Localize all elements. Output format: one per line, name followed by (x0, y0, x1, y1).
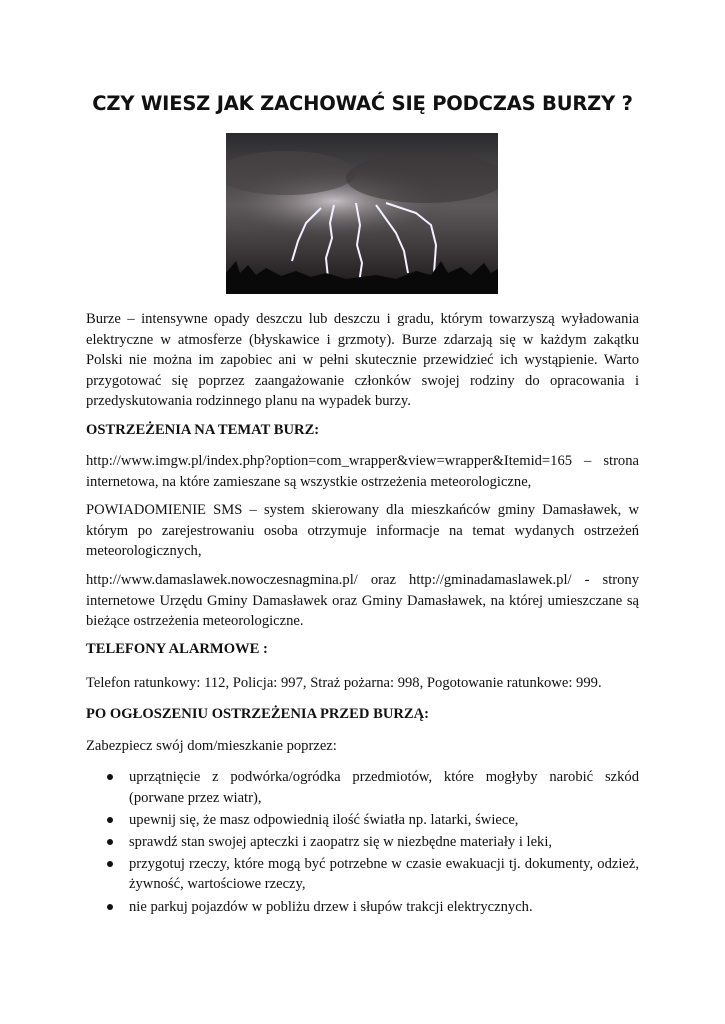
websites-warning-paragraph: http://www.damaslawek.nowoczesnagmina.pl/ oraz http://gminadamaslawek.pl/ - strony internetowe Urzędu Gminy Damasławek oraz Gminy Damasławek, na której umieszczane są bieżące ostrzeżenia meteorologiczne. (86, 572, 639, 630)
imgw-warning-paragraph: http://www.imgw.pl/index.php?option=com_wrapper&view=wrapper&Itemid=165 – strona internetowa, na które zamieszane są wszystkie ostrzeżenia meteorologiczne, (86, 453, 639, 490)
after-warning-lead: Zabezpiecz swój dom/mieszkanie poprzez: (86, 738, 337, 754)
preparation-list (86, 767, 639, 919)
sms-warning-paragraph: POWIADOMIENIE SMS – system skierowany dla mieszkańców gminy Damasławek, w którym po zarejestrowaniu osoba otrzymuje informacje na temat wydanych ostrzeżeń meteorologicznych, (86, 502, 639, 560)
intro-paragraph: Burze – intensywne opady deszczu lub deszczu i gradu, którym towarzyszą wyładowania elektryczne w atmosferze (błyskawice i grzmoty). Burze zdarzają się w każdym zakątku Polski nie można im zapobiec ani w pełni skutecznie przewidzieć ich wystąpienie. Warto przygotować się poprzez zaangażowanie członków swojej rodziny do opracowania i przedyskutowania rodzinnego planu na wypadek burzy. (86, 311, 639, 410)
bullet-icon (107, 817, 113, 823)
bullet-icon (107, 904, 113, 910)
list-item: uprzątnięcie z podwórka/ogródka przedmiotów, które mogłyby narobić szkód (porwane przez wiatr), (86, 767, 639, 808)
list-item: nie parkuj pojazdów w pobliżu drzew i słupów trakcji elektrycznych. (86, 897, 639, 918)
list-item: przygotuj rzeczy, które mogą być potrzebne w czasie ewakuacji tj. dokumenty, odzież, żywność, wartościowe rzeczy, (86, 854, 639, 895)
warnings-heading: OSTRZEŻENIA NA TEMAT BURZ: (86, 422, 320, 438)
list-item: sprawdź stan swojej apteczki i zaopatrz się w niezbędne materiały i leki, (86, 832, 639, 853)
after-warning-heading: PO OGŁOSZENIU OSTRZEŻENIA PRZED BURZĄ: (86, 706, 430, 722)
page-title: CZY WIESZ JAK ZACHOWAĆ SIĘ PODCZAS BURZY ? (92, 92, 633, 115)
lightning-storm-photo (226, 133, 498, 294)
bullet-icon (107, 839, 113, 845)
list-item: upewnij się, że masz odpowiednią ilość światła np. latarki, świece, (86, 810, 639, 831)
phones-paragraph: Telefon ratunkowy: 112, Policja: 997, Straż pożarna: 998, Pogotowanie ratunkowe: 999. (86, 675, 602, 691)
phones-heading: TELEFONY ALARMOWE : (86, 641, 268, 657)
bullet-icon (107, 774, 113, 780)
bullet-icon (107, 861, 113, 867)
